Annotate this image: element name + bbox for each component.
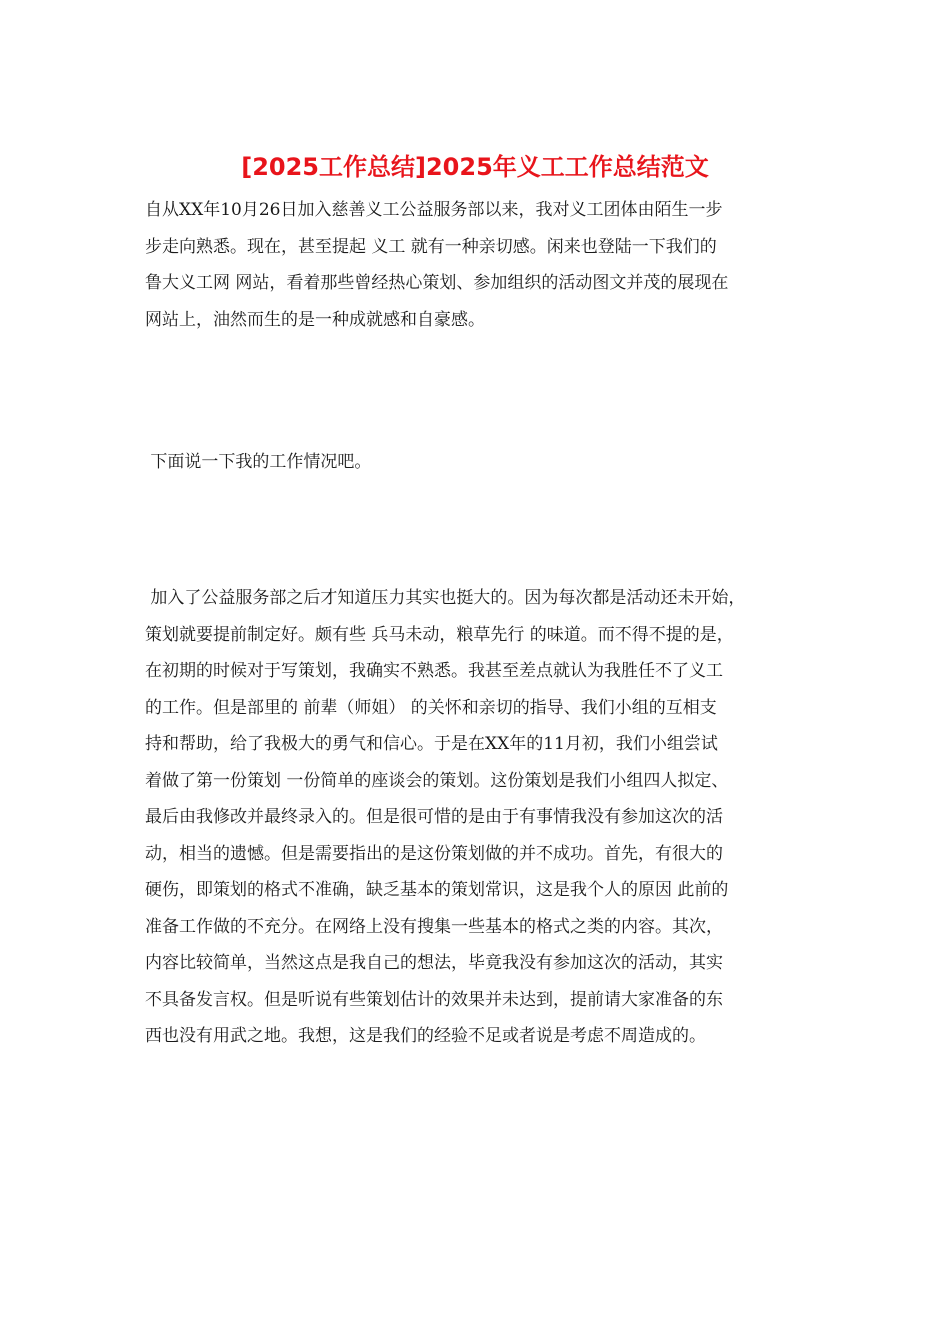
paragraph-line: 准备工作做的不充分。在网络上没有搜集一些基本的格式之类的内容。其次，: [145, 916, 723, 937]
paragraph-line: 在初期的时候对于写策划，我确实不熟悉。我甚至差点就认为我胜任不了义工: [145, 661, 723, 681]
paragraph-line: 下面说一下我的工作情况吧。: [145, 452, 372, 472]
paragraph-line: 最后由我修改并最终录入的。但是很可惜的是由于有事情我没有参加这次的活: [145, 807, 723, 827]
paragraph-line: 策划就要提前制定好。颇有些 兵马未动，粮草先行 的味道。而不得不提的是，: [145, 624, 734, 645]
paragraph-line: 内容比较简单，当然这点是我自己的想法，毕竟我没有参加这次的活动，其实: [145, 953, 723, 973]
document-title: [2025工作总结]2025年义工工作总结范文: [241, 153, 709, 181]
paragraph-line: 鲁大义工网 网站，看着那些曾经热心策划、参加组织的活动图文并茂的展现在: [145, 273, 729, 293]
paragraph-line: 着做了第一份策划 一份简单的座谈会的策划。这份策划是我们小组四人拟定、: [145, 770, 729, 791]
paragraph-line: 加入了公益服务部之后才知道压力其实也挺大的。因为每次都是活动还未开始，: [145, 588, 746, 608]
paragraph-line: 不具备发言权。但是听说有些策划估计的效果并未达到，提前请大家准备的东: [145, 989, 723, 1010]
paragraph-line: 网站上，油然而生的是一种成就感和自豪感。: [145, 309, 485, 330]
paragraph-transition: [145, 444, 815, 481]
paragraph-intro: [145, 192, 815, 338]
paragraph-line: 硬伤，即策划的格式不准确，缺乏基本的策划常识，这是我个人的原因 此前的: [145, 880, 729, 900]
paragraph-line: 步走向熟悉。现在，甚至提起 义工 就有一种亲切感。闲来也登陆一下我们的: [145, 236, 717, 257]
paragraph-line: 的工作。但是部里的 前辈（师姐） 的关怀和亲切的指导、我们小组的互相支: [145, 697, 717, 718]
paragraph-line: 自从XX年10月26日加入慈善义工公益服务部以来，我对义工团体由陌生一步: [145, 200, 723, 220]
paragraph-work-details: [145, 580, 815, 1055]
paragraph-line: 持和帮助，给了我极大的勇气和信心。于是在XX年的11月初，我们小组尝试: [145, 734, 718, 754]
paragraph-line: 动，相当的遗憾。但是需要指出的是这份策划做的并不成功。首先，有很大的: [145, 843, 723, 864]
paragraph-line: 西也没有用武之地。我想，这是我们的经验不足或者说是考虑不周造成的。: [145, 1026, 706, 1046]
